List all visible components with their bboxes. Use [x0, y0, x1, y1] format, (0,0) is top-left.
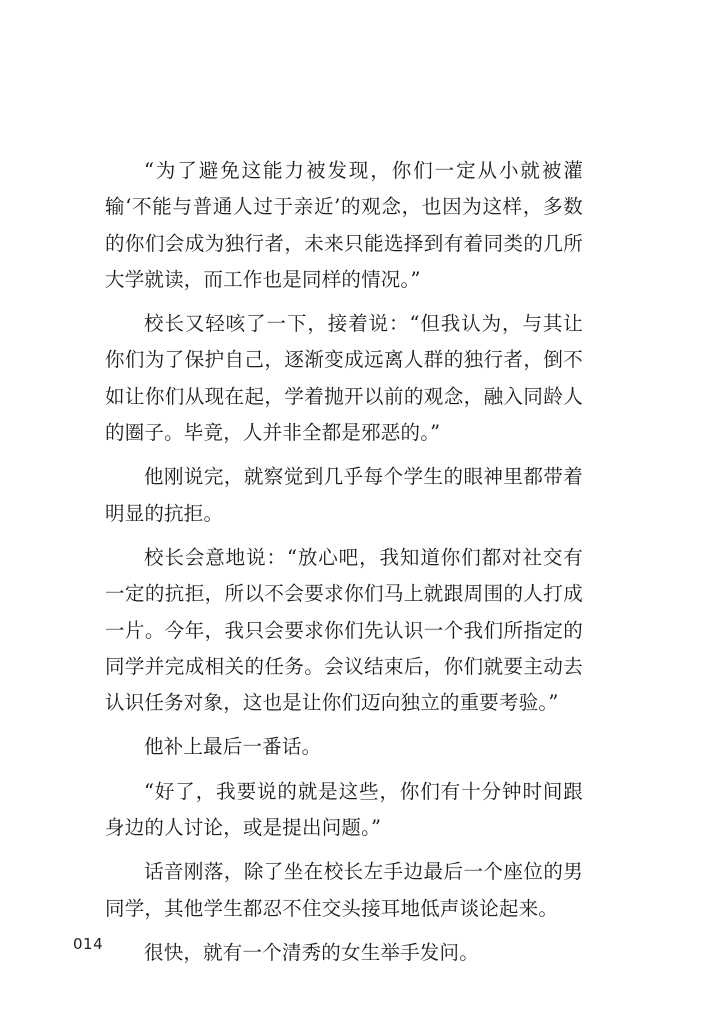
- paragraph: 校长又轻咳了一下，接着说：“但我认为，与其让你们为了保护自己，逐渐变成远离人群的独行者，倒不如让你们从现在起，学着抛开以前的观念，融入同龄人的圈子。毕竟，人并非全都是邪恶的。”: [105, 312, 583, 445]
- paragraph: 话音刚落，除了坐在校长左手边最后一个座位的男同学，其他学生都忍不住交头接耳地低声谈论起来。: [105, 860, 583, 920]
- paragraph: 他补上最后一番话。: [144, 735, 322, 759]
- paragraph: “好了，我要说的就是这些，你们有十分钟时间跟身边的人讨论，或是提出问题。”: [105, 779, 583, 840]
- paragraph: 校长会意地说：“放心吧，我知道你们都对社交有一定的抗拒，所以不会要求你们马上就跟周围的人打成一片。今年，我只会要求你们先认识一个我们所指定的同学并完成相关的任务。会议结束后，你们就要主动去认识任务对象，这也是让你们迈向独立的重要考验。”: [105, 545, 583, 715]
- page-number: 014: [73, 935, 104, 953]
- paragraph: 他刚说完，就察觉到几乎每个学生的眼神里都带着明显的抗拒。: [105, 465, 583, 525]
- paragraph: “为了避免这能力被发现，你们一定从小就被灌输‘不能与普通人过于亲近’的观念，也因为这样，多数的你们会成为独行者，未来只能选择到有着同类的几所大学就读，而工作也是同样的情况。”: [105, 159, 583, 291]
- body-text: [105, 153, 583, 979]
- paragraph: 很快，就有一个清秀的女生举手发问。: [144, 940, 479, 964]
